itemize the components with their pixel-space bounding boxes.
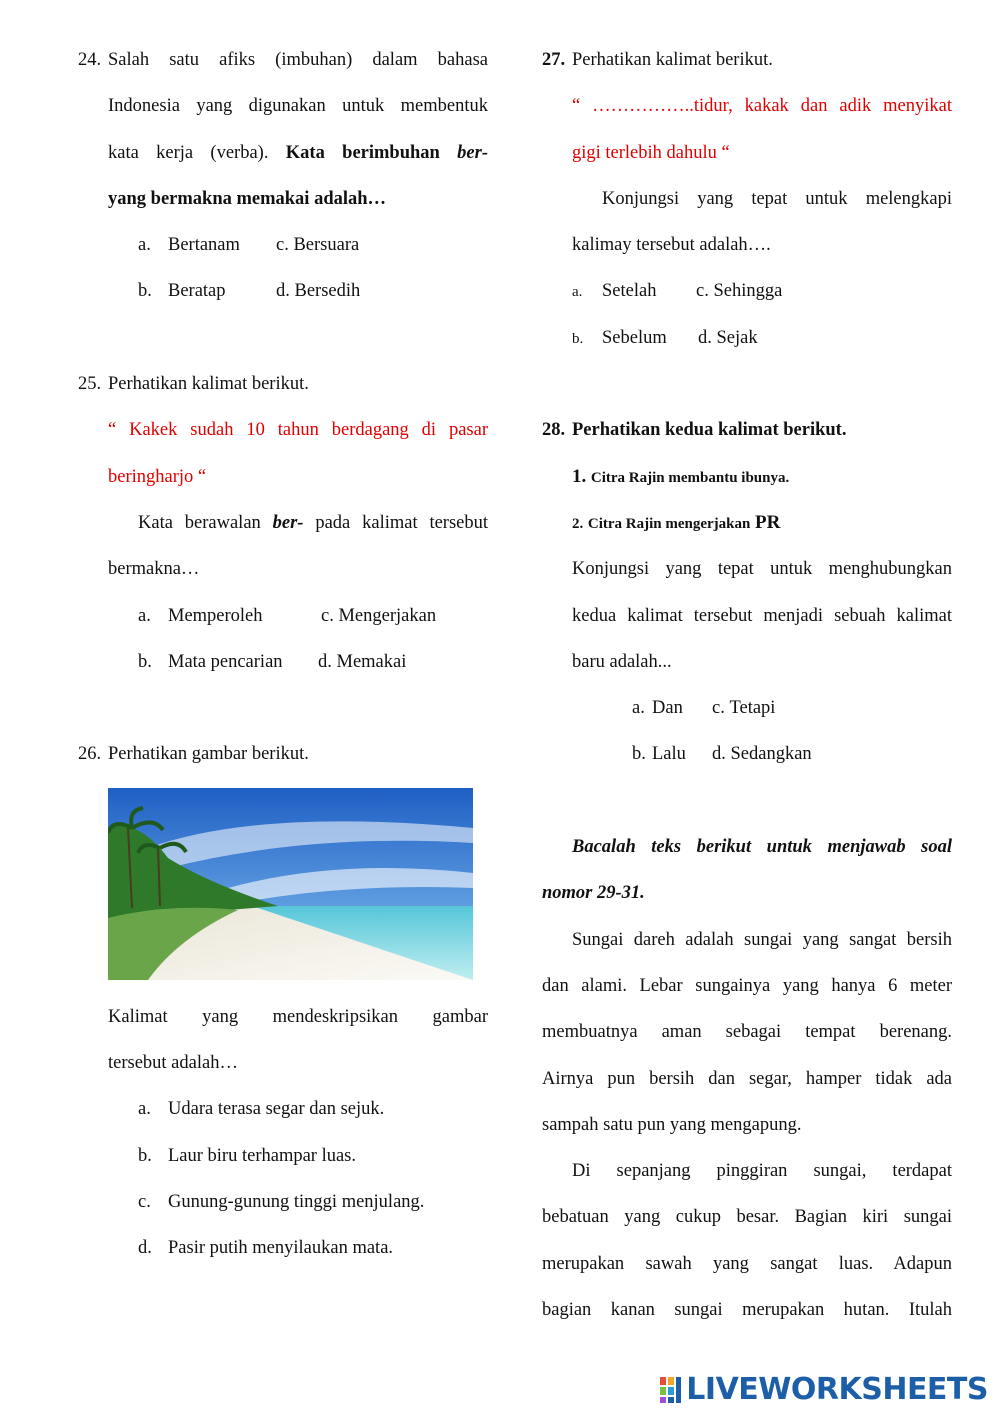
option-row xyxy=(108,1179,488,1225)
question-bold-text: Perhatikan kedua kalimat berikut. xyxy=(572,420,847,441)
option-c[interactable]: Bersuara xyxy=(293,235,360,256)
passage-line: Airnya pun bersih dan segar, hamper tidak ada xyxy=(542,1068,952,1089)
question-bold-text: yang bermakna memakai adalah… xyxy=(108,188,387,209)
beach-image xyxy=(108,788,473,980)
sentence-text: Citra Rajin membantu ibunya. xyxy=(590,469,790,486)
sentence-text: PR xyxy=(754,511,781,533)
question-text-line: kedua kalimat tersebut menjadi sebuah kalimat xyxy=(572,605,952,626)
question-text: kata kerja (verba). xyxy=(108,142,269,163)
right-column xyxy=(542,37,952,1333)
option-letter: d. xyxy=(276,281,290,302)
sentence-2 xyxy=(572,500,952,546)
question-text-line: baru adalah... xyxy=(572,651,672,672)
option-b[interactable]: Laur biru terhampar luas. xyxy=(168,1145,357,1166)
instruction-text: Bacalah teks berikut untuk menjawab soal xyxy=(572,837,952,858)
question-26 xyxy=(78,731,488,777)
sentence-1 xyxy=(572,454,952,500)
left-column xyxy=(78,37,488,1272)
question-text-line xyxy=(108,176,488,222)
question-bold-italic-text: ber- xyxy=(457,142,488,163)
question-bold-text: Kata berimbuhan xyxy=(285,142,440,163)
option-row xyxy=(572,268,952,314)
option-letter: b. xyxy=(572,330,584,347)
question-27 xyxy=(542,37,952,361)
question-bold-italic-text: ber- xyxy=(272,512,304,533)
option-letter: a. xyxy=(138,1099,151,1120)
option-letter: b. xyxy=(138,281,152,302)
option-letter: c. xyxy=(138,1191,151,1212)
passage-line: merupakan sawah yang sangat luas. Adapun xyxy=(542,1253,952,1274)
question-28 xyxy=(542,407,952,777)
brand-text: LIVEWORKSHEETS xyxy=(686,1372,988,1407)
option-letter: a. xyxy=(632,698,645,719)
option-row xyxy=(108,268,488,314)
option-d[interactable]: Memakai xyxy=(336,651,407,672)
option-c[interactable]: Mengerjakan xyxy=(338,605,437,626)
option-c[interactable]: Tetapi xyxy=(729,698,776,719)
passage-line: bebatuan yang cukup besar. Bagian kiri sungai xyxy=(542,1207,952,1228)
option-letter: b. xyxy=(138,651,152,672)
passage-line: bagian kanan sungai merupakan hutan. Itulah xyxy=(542,1300,952,1321)
question-26-body xyxy=(78,994,488,1272)
reading-instruction xyxy=(542,824,952,870)
option-d[interactable]: Sedangkan xyxy=(730,744,812,765)
option-letter: a. xyxy=(138,605,151,626)
option-a[interactable]: Setelah xyxy=(602,281,657,302)
question-text-line xyxy=(108,500,488,546)
option-row xyxy=(108,1086,488,1132)
option-letter: c. xyxy=(276,235,289,256)
option-row xyxy=(108,593,488,639)
quoted-sentence: beringharjo “ xyxy=(108,466,207,487)
quoted-sentence: “ Kakek sudah 10 tahun berdagang di pasar xyxy=(108,420,488,441)
question-text-line: Salah satu afiks (imbuhan) dalam bahasa xyxy=(108,50,488,70)
instruction-text: nomor 29-31. xyxy=(542,883,645,904)
question-intro: Perhatikan kalimat berikut. xyxy=(572,50,773,70)
quoted-sentence: “ ……………..tidur, kakak dan adik menyikat xyxy=(572,96,952,117)
option-a[interactable]: Memperoleh xyxy=(168,605,263,626)
sentence-text: Citra Rajin mengerjakan xyxy=(587,515,751,532)
sentence-number: 2. xyxy=(572,515,584,532)
liveworksheets-logo-icon xyxy=(660,1375,682,1405)
question-number: 26. xyxy=(78,744,102,765)
question-text-line: Kalimat yang mendeskripsikan gambar xyxy=(108,1006,488,1027)
question-intro xyxy=(572,407,952,453)
option-a[interactable]: Udara terasa segar dan sejuk. xyxy=(168,1099,385,1120)
option-letter: d. xyxy=(698,327,712,348)
option-letter: d. xyxy=(138,1238,152,1259)
question-intro: Perhatikan gambar berikut. xyxy=(108,744,309,765)
option-letter: a. xyxy=(138,235,151,256)
passage-line: Di sepanjang pinggiran sungai, terdapat xyxy=(572,1161,952,1182)
option-letter: a. xyxy=(572,284,583,301)
option-row xyxy=(108,1225,488,1271)
question-number: 27. xyxy=(542,50,566,70)
option-row xyxy=(572,731,952,777)
reading-instruction xyxy=(542,870,952,916)
option-row xyxy=(572,315,952,361)
question-intro: Perhatikan kalimat berikut. xyxy=(108,374,309,395)
option-d[interactable]: Sejak xyxy=(716,327,758,348)
option-letter: b. xyxy=(632,744,646,765)
option-letter: d. xyxy=(712,744,726,765)
option-row xyxy=(572,685,952,731)
question-text-line: kalimay tersebut adalah…. xyxy=(572,235,771,256)
question-text-line: bermakna… xyxy=(108,559,200,580)
option-letter: d. xyxy=(318,651,332,672)
option-d[interactable]: Bersedih xyxy=(294,281,361,302)
option-row xyxy=(108,1133,488,1179)
option-row xyxy=(108,639,488,685)
option-b[interactable]: Lalu xyxy=(652,744,686,765)
question-25 xyxy=(78,361,488,685)
option-c[interactable]: Gunung-gunung tinggi menjulang. xyxy=(168,1191,425,1212)
question-text: pada kalimat tersebut xyxy=(315,512,488,533)
option-row xyxy=(108,222,488,268)
question-text-line: tersebut adalah… xyxy=(108,1053,238,1074)
option-d[interactable]: Pasir putih menyilaukan mata. xyxy=(168,1238,394,1259)
reading-passage xyxy=(542,824,952,1333)
option-letter: c. xyxy=(712,698,725,719)
option-a[interactable]: Dan xyxy=(652,698,683,719)
question-text: Kata berawalan xyxy=(138,512,261,533)
option-a[interactable]: Bertanam xyxy=(168,235,240,256)
passage-line: Sungai dareh adalah sungai yang sangat bersih xyxy=(572,929,952,950)
beach-illustration xyxy=(108,788,473,980)
option-letter: c. xyxy=(321,605,334,626)
passage-line: membuatnya aman sebagai tempat berenang. xyxy=(542,1022,952,1043)
option-letter: b. xyxy=(138,1145,152,1166)
passage-line: sampah satu pun yang mengapung. xyxy=(542,1114,802,1135)
question-number: 25. xyxy=(78,374,102,395)
option-letter: c. xyxy=(696,281,709,302)
question-text-line xyxy=(108,130,488,176)
question-24 xyxy=(78,37,488,315)
sentence-number: 1. xyxy=(572,465,587,487)
liveworksheets-brand xyxy=(660,1372,988,1407)
question-text-line: Konjungsi yang tepat untuk melengkapi xyxy=(602,188,952,209)
option-b[interactable]: Beratap xyxy=(168,281,226,302)
option-b[interactable]: Mata pencarian xyxy=(168,651,283,672)
question-text-line: Konjungsi yang tepat untuk menghubungkan xyxy=(572,559,952,580)
question-number: 24. xyxy=(78,50,102,70)
question-number: 28. xyxy=(542,420,566,441)
option-b[interactable]: Sebelum xyxy=(602,327,667,348)
passage-line: dan alami. Lebar sungainya yang hanya 6 meter xyxy=(542,975,952,996)
quoted-sentence: gigi terlebih dahulu “ xyxy=(572,142,730,163)
option-c[interactable]: Sehingga xyxy=(713,281,783,302)
question-text-line: Indonesia yang digunakan untuk membentuk xyxy=(108,96,488,117)
